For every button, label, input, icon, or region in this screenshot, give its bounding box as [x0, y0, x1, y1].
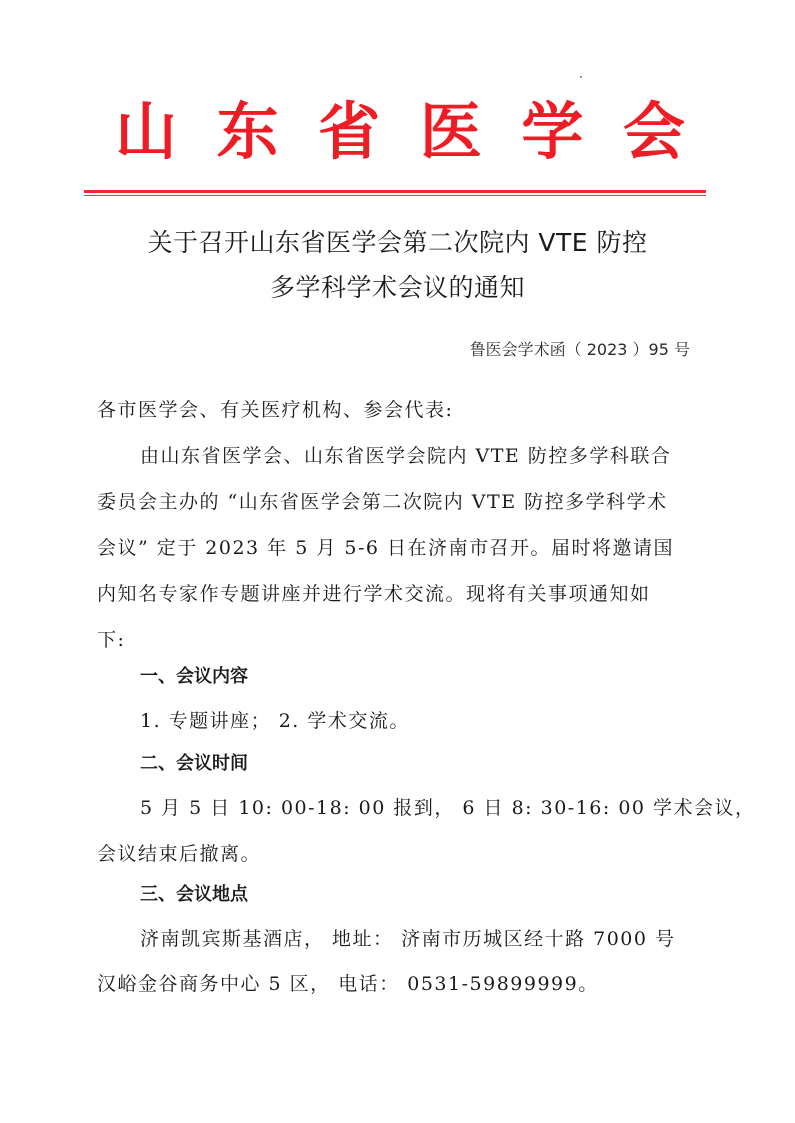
document-title-line-2: 多学科学术会议的通知	[269, 273, 525, 302]
masthead-char: 学	[521, 95, 584, 168]
intro-line: 下:	[97, 629, 126, 651]
document-number: 鲁医会学术函（ 2023 ）95 号	[469, 340, 690, 359]
intro-line: 会议” 定于 2023 年 5 月 5-6 日在济南市召开。届时将邀请国	[97, 537, 675, 559]
section-location-line: 汉峪金谷商务中心 5 区， 电话： 0531-59899999。	[97, 973, 599, 995]
masthead-char: 医	[419, 95, 482, 168]
masthead-char: 东	[216, 95, 279, 168]
intro-line: 由山东省医学会、山东省医学会院内 VTE 防控多学科联合	[140, 445, 672, 467]
masthead-char: 会	[622, 95, 685, 168]
section-time-line: 会议结束后撤离。	[97, 843, 262, 865]
scan-speck	[580, 76, 582, 78]
salutation: 各市医学会、有关医疗机构、参会代表:	[97, 399, 454, 421]
intro-line: 委员会主办的 “山东省医学会第二次院内 VTE 防控多学科学术	[97, 491, 668, 513]
document-title-line-1: 关于召开山东省医学会第二次院内 VTE 防控	[147, 228, 648, 257]
masthead-char: 省	[318, 95, 381, 168]
intro-line: 内知名专家作专题讲座并进行学术交流。现将有关事项通知如	[97, 583, 651, 605]
section-heading-location: 三、会议地点	[140, 884, 248, 905]
masthead-red-rule	[84, 190, 706, 196]
masthead	[110, 92, 690, 172]
section-heading-time: 二、会议时间	[140, 753, 248, 774]
rule-thin-line	[84, 195, 706, 196]
section-content-line: 1. 专题讲座； 2. 学术交流。	[140, 710, 410, 732]
section-time-line: 5 月 5 日 10: 00-18: 00 报到， 6 日 8: 30-16: 00 学术会议，	[140, 797, 756, 819]
section-heading-content: 一、会议内容	[140, 666, 248, 687]
masthead-char: 山	[114, 95, 177, 168]
section-location-line: 济南凯宾斯基酒店， 地址： 济南市历城区经十路 7000 号	[140, 928, 676, 950]
